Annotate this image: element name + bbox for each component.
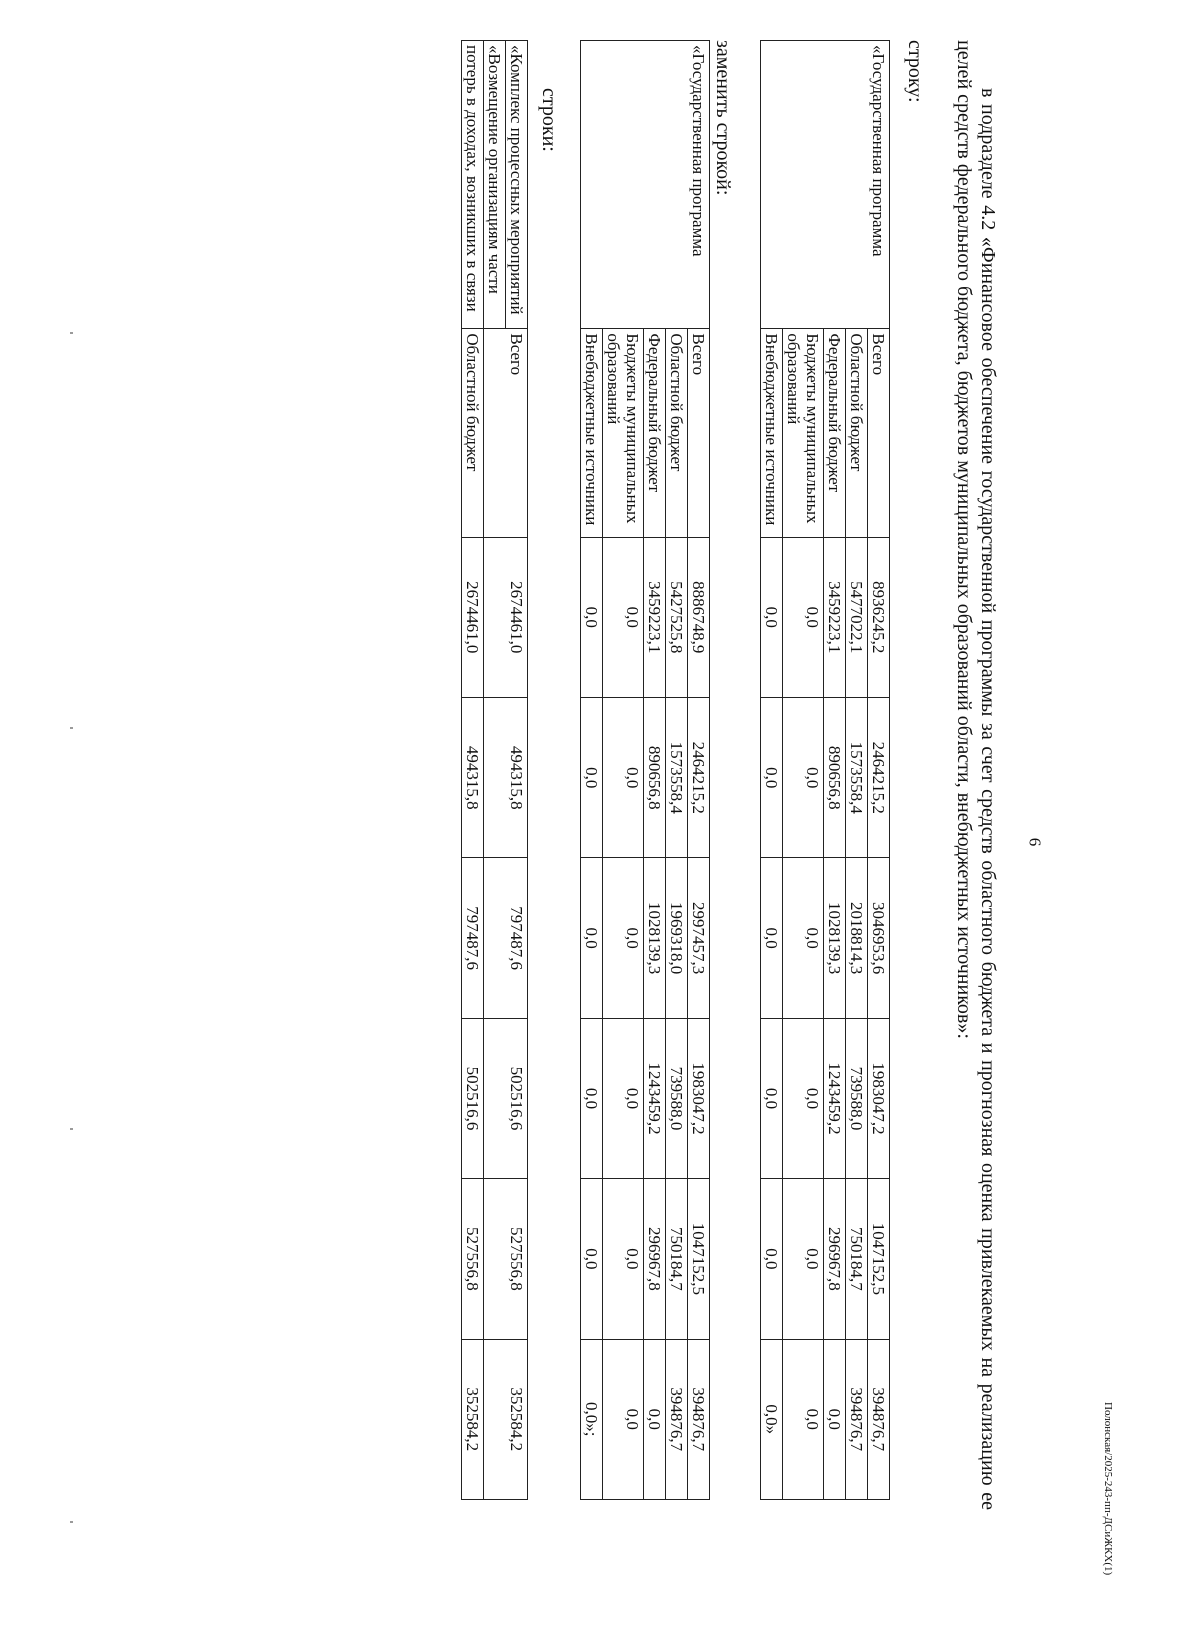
value-cell: 1028139,3: [644, 858, 666, 1018]
lead-line-stroku: строку:: [904, 40, 926, 103]
value-cell: 0,0: [783, 1339, 824, 1499]
value-cell: 3459223,1: [824, 537, 846, 697]
value-cell: 890656,8: [824, 698, 846, 858]
program-cell: «Государственная программа: [581, 41, 710, 329]
source-cell: Областной бюджет: [462, 329, 484, 537]
value-cell: 494315,8: [462, 698, 484, 858]
value-cell: 527556,8: [462, 1179, 484, 1339]
value-cell: 3459223,1: [644, 537, 666, 697]
program-cell: потерь в доходах, возникших в связи: [462, 41, 484, 329]
value-cell: 494315,8: [484, 698, 528, 858]
source-cell: Федеральный бюджет: [824, 329, 846, 537]
program-cell: «Государственная программа: [761, 41, 890, 329]
table-row: [506, 41, 528, 1500]
value-cell: 0,0: [783, 1179, 824, 1339]
value-cell: 0,0: [603, 537, 644, 697]
value-cell: 1028139,3: [824, 858, 846, 1018]
financing-table-rows: [461, 40, 528, 1500]
value-cell: 1969318,0: [666, 858, 688, 1018]
value-cell: 394876,7: [868, 1339, 890, 1499]
program-cell: «Возмещение организациям части: [484, 41, 506, 329]
value-cell: 3046953,6: [868, 858, 890, 1018]
value-cell: 890656,8: [644, 698, 666, 858]
value-cell: 750184,7: [846, 1179, 868, 1339]
value-cell: 1047152,5: [868, 1179, 890, 1339]
value-cell: 797487,6: [484, 858, 528, 1018]
value-cell: 0,0: [824, 1339, 846, 1499]
value-cell: 0,0: [783, 698, 824, 858]
value-cell: 0,0: [603, 698, 644, 858]
intro-block: [952, 40, 1000, 1510]
source-cell: Всего: [868, 329, 890, 537]
value-cell: 0,0: [761, 1018, 783, 1178]
page-number: 6: [1025, 837, 1045, 847]
value-cell: 1983047,2: [868, 1018, 890, 1178]
value-cell: 8886748,9: [688, 537, 710, 697]
source-cell: Областной бюджет: [846, 329, 868, 537]
value-cell: 0,0: [783, 858, 824, 1018]
value-cell: 739588,0: [666, 1018, 688, 1178]
value-cell: 0,0: [603, 1018, 644, 1178]
value-cell: 0,0: [581, 858, 603, 1018]
value-cell: 0,0: [581, 1179, 603, 1339]
source-cell: Внебюджетные источники: [581, 329, 603, 537]
value-cell: 0,0: [761, 698, 783, 858]
value-cell: 0,0: [761, 1179, 783, 1339]
value-cell: 8936245,2: [868, 537, 890, 697]
value-cell: 296967,8: [824, 1179, 846, 1339]
value-cell: 0,0: [603, 1339, 644, 1499]
rotated-page-content: [0, 40, 1000, 1600]
rows-label: строки:: [538, 88, 560, 152]
value-cell: 502516,6: [484, 1018, 528, 1178]
value-cell: 0,0: [581, 537, 603, 697]
value-cell: 0,0»: [761, 1339, 783, 1499]
value-cell: 2674461,0: [484, 537, 528, 697]
value-cell: 502516,6: [462, 1018, 484, 1178]
intro-paragraph: в подразделе 4.2 «Финансовое обеспечение государственной программы за счет средств областного бюджета и прогнозная оценка привлекаемых на реализацию ее целей средств федерального бюджета, бюджетов муниципальных образований области, внебюджетных источников»:: [953, 40, 999, 1510]
value-cell: 0,0: [581, 1018, 603, 1178]
value-cell: 527556,8: [484, 1179, 528, 1339]
value-cell: 352584,2: [484, 1339, 528, 1499]
value-cell: 750184,7: [666, 1179, 688, 1339]
value-cell: 1573558,4: [666, 698, 688, 858]
source-cell: Всего: [484, 329, 528, 537]
value-cell: 2464215,2: [868, 698, 890, 858]
source-cell: Федеральный бюджет: [644, 329, 666, 537]
source-cell: Бюджеты муниципальных образований: [783, 329, 824, 537]
table-row: [688, 41, 710, 1500]
value-cell: 0,0: [581, 698, 603, 858]
value-cell: 1983047,2: [688, 1018, 710, 1178]
value-cell: 0,0»;: [581, 1339, 603, 1499]
value-cell: 0,0: [783, 1018, 824, 1178]
value-cell: 5477022,1: [846, 537, 868, 697]
value-cell: 0,0: [644, 1339, 666, 1499]
replace-label: заменить строкой:: [712, 40, 734, 196]
financing-table-new: [580, 40, 710, 1500]
value-cell: 1243459,2: [824, 1018, 846, 1178]
value-cell: 2464215,2: [688, 698, 710, 858]
value-cell: 296967,8: [644, 1179, 666, 1339]
footer-code: Полонская/2025-243-пп-ДСиЖКХ(1): [1102, 1402, 1114, 1576]
value-cell: 394876,7: [846, 1339, 868, 1499]
value-cell: 0,0: [603, 1179, 644, 1339]
source-cell: Всего: [688, 329, 710, 537]
value-cell: 1573558,4: [846, 698, 868, 858]
value-cell: 797487,6: [462, 858, 484, 1018]
financing-table-old: [760, 40, 890, 1500]
value-cell: 5427525,8: [666, 537, 688, 697]
value-cell: 394876,7: [666, 1339, 688, 1499]
value-cell: 0,0: [603, 858, 644, 1018]
source-cell: Внебюджетные источники: [761, 329, 783, 537]
value-cell: 739588,0: [846, 1018, 868, 1178]
source-cell: Областной бюджет: [666, 329, 688, 537]
value-cell: 352584,2: [462, 1339, 484, 1499]
source-cell: Бюджеты муниципальных образований: [603, 329, 644, 537]
value-cell: 0,0: [761, 537, 783, 697]
table-row: [462, 41, 484, 1500]
value-cell: 2674461,0: [462, 537, 484, 697]
value-cell: 0,0: [761, 858, 783, 1018]
program-cell: «Комплекс процессных мероприятий: [506, 41, 528, 329]
value-cell: 394876,7: [688, 1339, 710, 1499]
value-cell: 2018814,3: [846, 858, 868, 1018]
value-cell: 1047152,5: [688, 1179, 710, 1339]
value-cell: 2997457,3: [688, 858, 710, 1018]
table-row: [868, 41, 890, 1500]
value-cell: 0,0: [783, 537, 824, 697]
value-cell: 1243459,2: [644, 1018, 666, 1178]
